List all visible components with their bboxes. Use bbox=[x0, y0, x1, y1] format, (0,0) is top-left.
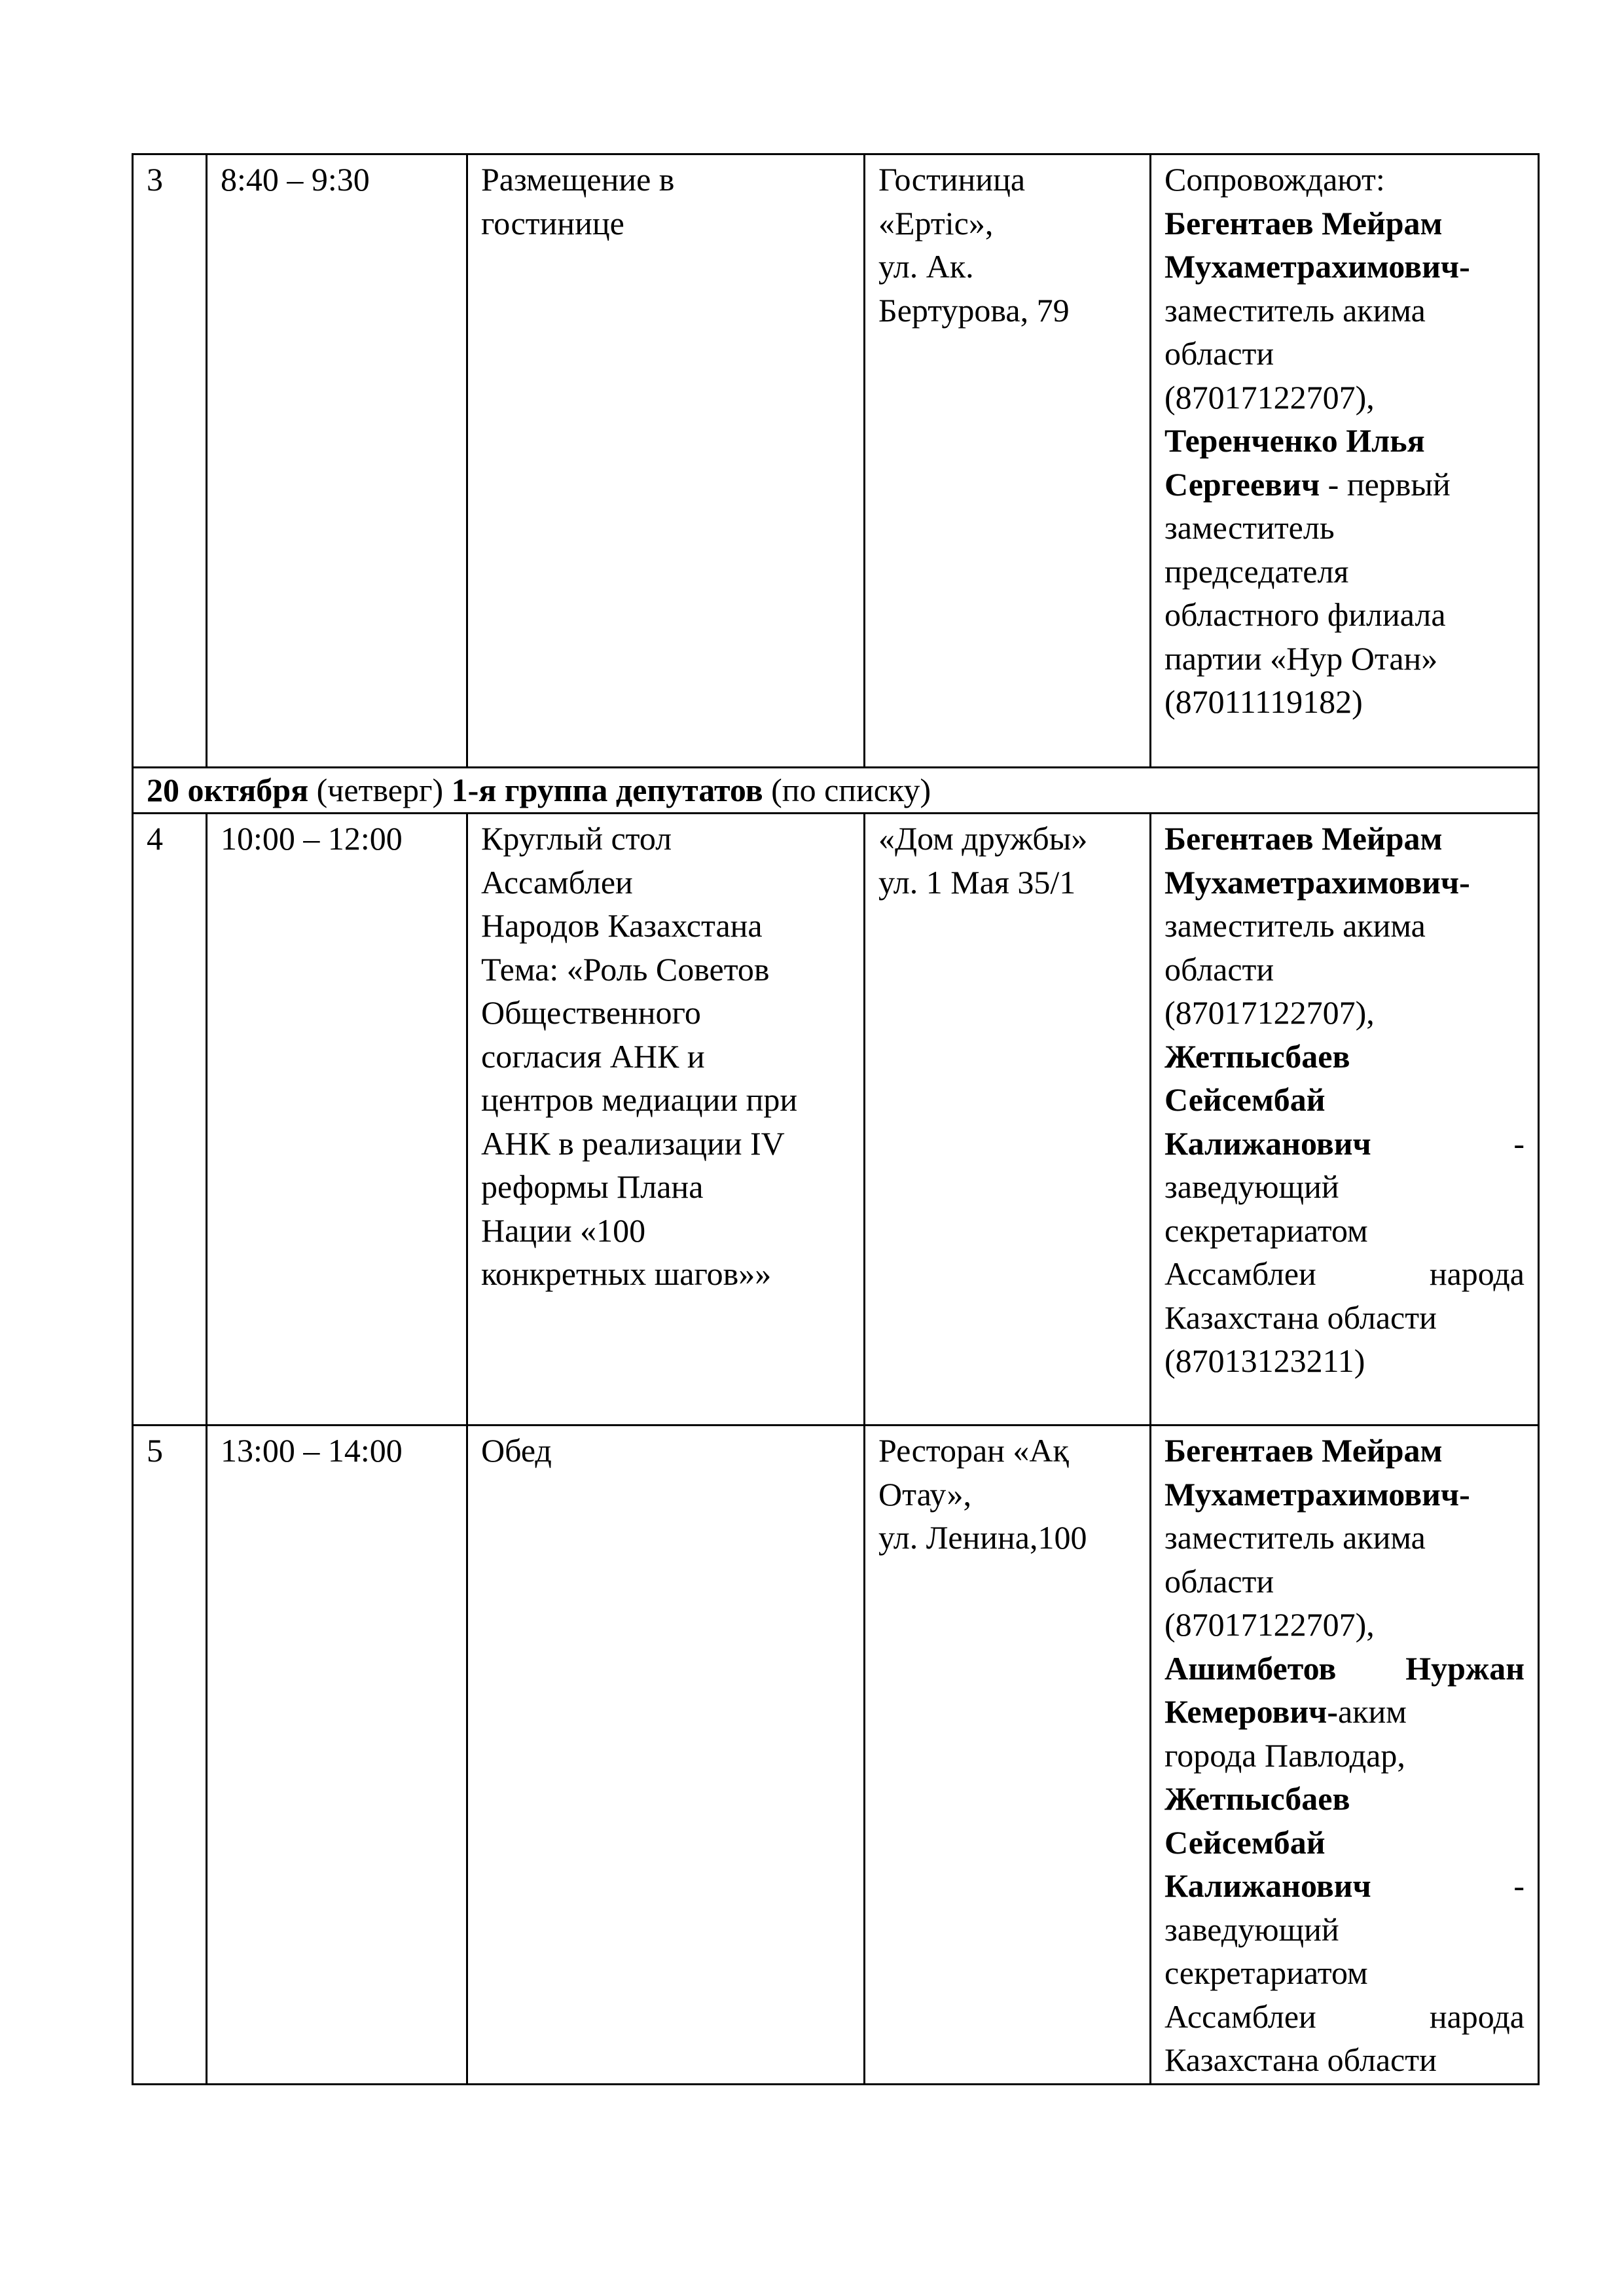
row-responsible: Бегентаев Мейрам Мухаметрахимович- заместитель акима области (87017122707), Ашимбетов Нуржан Кемерович-аким города Павлодар, Жетпысбаев Сейсембай Калижанович - заведующий секретариатом Ассамблеи народа Казахстана области bbox=[1151, 1426, 1539, 2085]
day-header: 20 октября (четверг) 1-я группа депутатов (по списку) bbox=[133, 768, 1539, 814]
row-place: Гостиница «Ертіс», ул. Ак. Бертурова, 79 bbox=[865, 154, 1151, 768]
row-responsible: Бегентаев Мейрам Мухаметрахимович- заместитель акима области (87017122707), Жетпысбаев Сейсембай Калижанович - заведующий секретариатом Ассамблеи народа Казахстана области (87013123211) bbox=[1151, 814, 1539, 1426]
table-row bbox=[133, 1426, 1539, 2085]
row-place: «Дом дружбы» ул. 1 Мая 35/1 bbox=[865, 814, 1151, 1426]
row-event: Обед bbox=[467, 1426, 865, 2085]
table-row bbox=[133, 154, 1539, 768]
row-number: 5 bbox=[133, 1426, 207, 2085]
day-header-row bbox=[133, 768, 1539, 814]
row-event: Круглый стол Ассамблеи Народов Казахстана Тема: «Роль Советов Общественного согласия АНК и центров медиации при АНК в реализации IV реформы Плана Нации «100 конкретных шагов»» bbox=[467, 814, 865, 1426]
row-place: Ресторан «Ақ Отау», ул. Ленина,100 bbox=[865, 1426, 1151, 2085]
row-time: 10:00 – 12:00 bbox=[207, 814, 467, 1426]
row-number: 4 bbox=[133, 814, 207, 1426]
row-time: 8:40 – 9:30 bbox=[207, 154, 467, 768]
table-row bbox=[133, 814, 1539, 1426]
row-number: 3 bbox=[133, 154, 207, 768]
schedule-table bbox=[132, 153, 1540, 2085]
row-event: Размещение в гостинице bbox=[467, 154, 865, 768]
row-responsible: Сопровождают: Бегентаев Мейрам Мухаметрахимович- заместитель акима области (87017122707), Теренченко Илья Сергеевич - первый заместитель председателя областного филиала партии «Нур Отан» (87011119182) bbox=[1151, 154, 1539, 768]
row-time: 13:00 – 14:00 bbox=[207, 1426, 467, 2085]
